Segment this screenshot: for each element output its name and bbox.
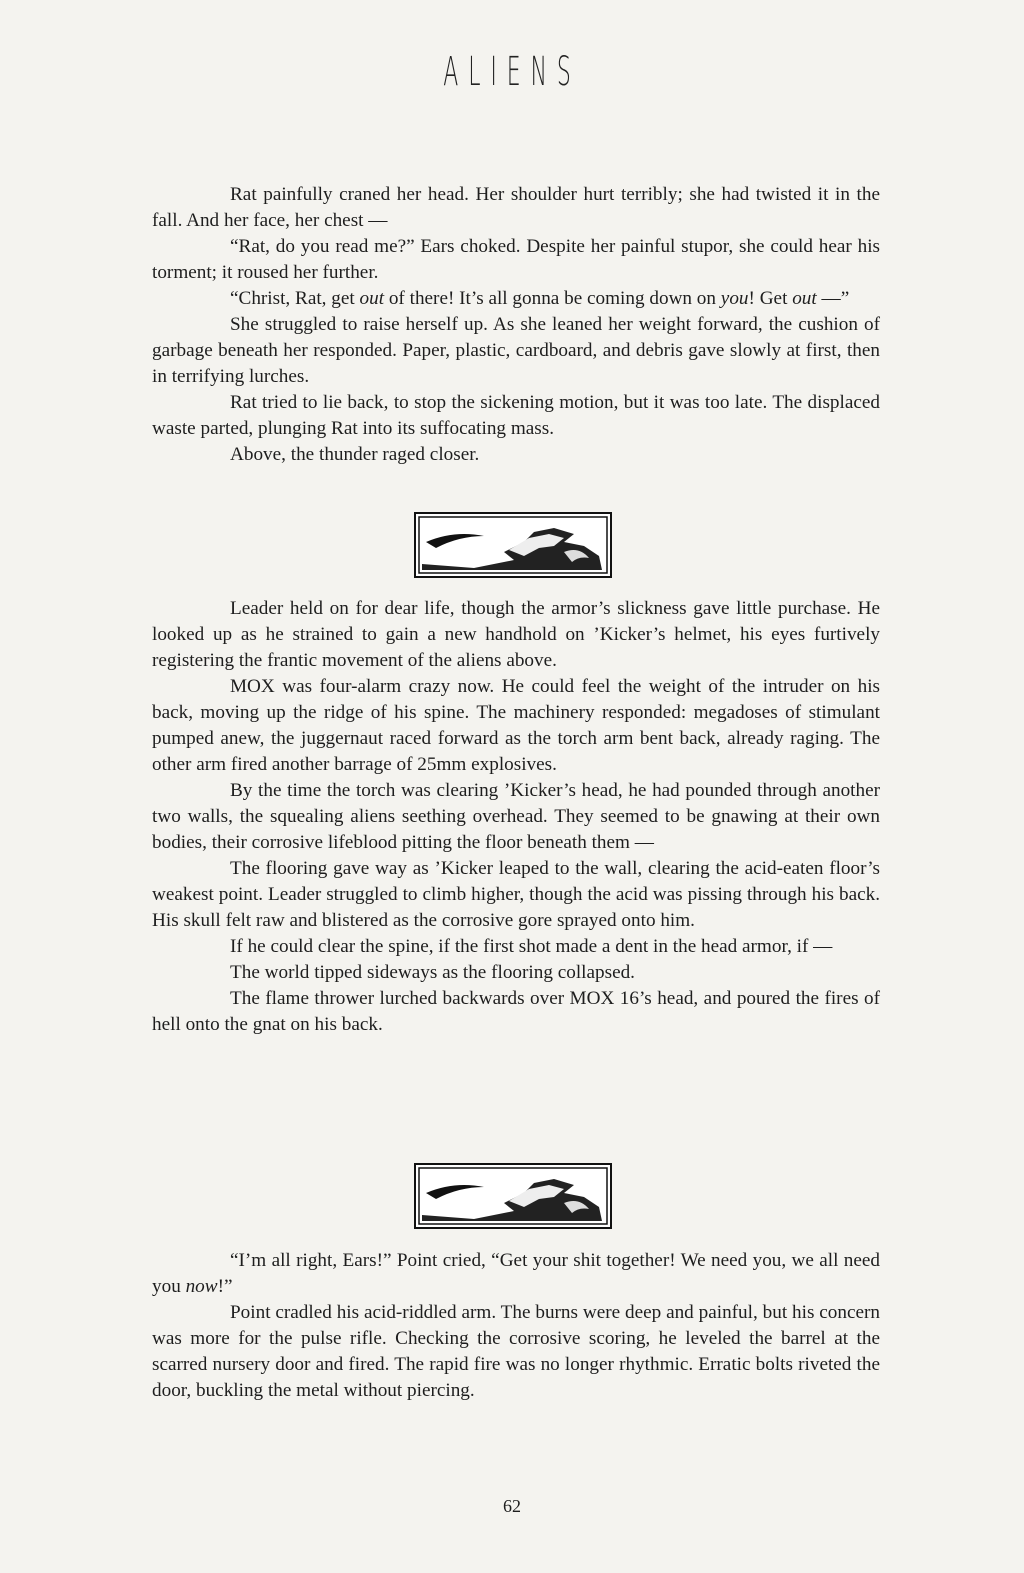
- alien-divider-illustration: [414, 512, 612, 578]
- paragraph: “Christ, Rat, get out of there! It’s all gonna be coming down on you! Get out —”: [230, 288, 850, 309]
- paragraph: The flooring gave way as ’Kicker leaped to the wall, clearing the acid-eaten floor’s weakest point. Leader struggled to climb higher, though the acid was pissing through his back. His skull felt raw and blistered as the corrosive gore sprayed onto him.: [152, 858, 880, 931]
- text-section-point: [152, 1248, 880, 1404]
- paragraph: Leader held on for dear life, though the armor’s slickness gave little purchase. He looked up as he strained to gain a new handhold on ’Kicker’s helmet, his eyes furtively registering the frantic movement of the aliens above.: [152, 598, 880, 671]
- paragraph: Above, the thunder raged closer.: [230, 444, 480, 465]
- paragraph: Rat painfully craned her head. Her shoulder hurt terribly; she had twisted it in the fall. And her face, her chest —: [152, 184, 880, 231]
- text-section-leader: [152, 596, 880, 1038]
- paragraph: MOX was four-alarm crazy now. He could feel the weight of the intruder on his back, moving up the ridge of his spine. The machinery responded: megadoses of stimulant pumped anew, the juggernaut raced forward as the torch arm bent back, already raging. The other arm fired another barrage of 25mm explosives.: [152, 676, 880, 775]
- text-section-rat: [152, 182, 880, 468]
- paragraph: “I’m all right, Ears!” Point cried, “Get your shit together! We need you, we all need you now!”: [152, 1250, 880, 1297]
- paragraph: By the time the torch was clearing ’Kicker’s head, he had pounded through another two walls, the squealing aliens seething overhead. They seemed to be gnawing at their own bodies, their corrosive lifeblood pitting the floor beneath them —: [152, 780, 880, 853]
- paragraph: The flame thrower lurched backwards over MOX 16’s head, and poured the fires of hell onto the gnat on his back.: [152, 988, 880, 1035]
- paragraph: The world tipped sideways as the flooring collapsed.: [230, 962, 635, 983]
- alien-divider-illustration: [414, 1163, 612, 1229]
- paragraph: She struggled to raise herself up. As she leaned her weight forward, the cushion of garbage beneath her responded. Paper, plastic, cardboard, and debris gave slowly at first, then in terrifying lurches.: [152, 314, 880, 387]
- paragraph: Point cradled his acid-riddled arm. The burns were deep and painful, but his concern was more for the pulse rifle. Checking the corrosive scoring, he leveled the barrel at the scarred nursery door and fired. The rapid fire was no longer rhythmic. Erratic bolts riveted the door, buckling the metal without piercing.: [152, 1302, 880, 1401]
- running-header: [0, 49, 1024, 95]
- page-number: 62: [503, 1496, 521, 1516]
- paragraph: Rat tried to lie back, to stop the sickening motion, but it was too late. The displaced waste parted, plunging Rat into its suffocating mass.: [152, 392, 880, 439]
- paragraph: If he could clear the spine, if the first shot made a dent in the head armor, if —: [230, 936, 833, 957]
- paragraph: “Rat, do you read me?” Ears choked. Despite her painful stupor, she could hear his torment; it roused her further.: [152, 236, 880, 283]
- aliens-logo: ALIENS: [443, 49, 581, 95]
